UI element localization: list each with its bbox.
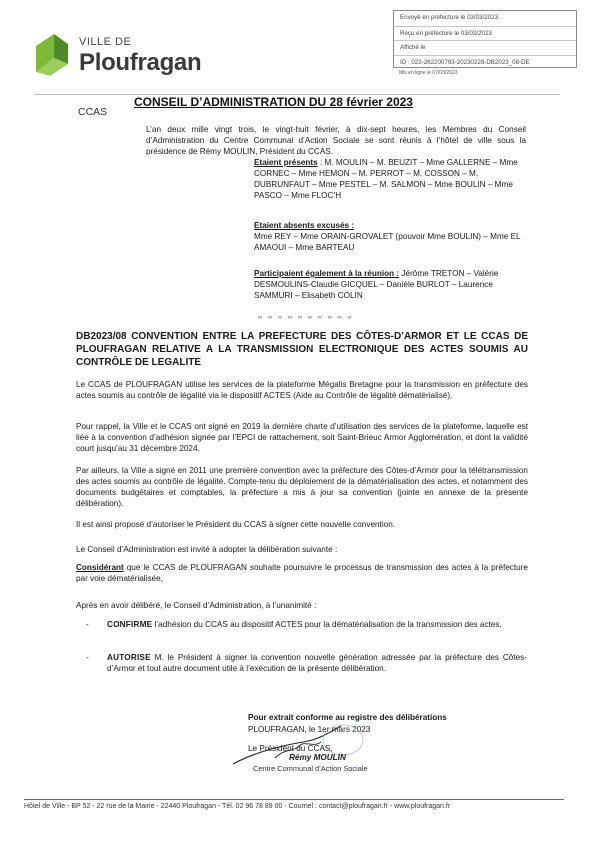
footer-divider [24, 799, 564, 800]
bullet-dash: - [86, 653, 89, 662]
excused-list: Mme REY – Mme ORAIN-GROVALET (pouvoir Mme BOULIN) – Mme EL AMAOUI – Mme BARTEAU [254, 232, 521, 252]
paragraph-1: Le CCAS de PLOUFRAGAN utilise les services de la plateforme Mégalis Bretagne pour la transmission en préfecture des actes soumis au contrôle de légalité via le dispositif ACTES (Aide au Contrôle de légalité dématérialisé). [76, 380, 528, 400]
bullet-text: M. le Président à signer la convention nouvelle génération adressée par la préfecture des Côtes-d’Armor et tout autre document utile à l’exécution de la présente délibération. [107, 653, 527, 673]
page-title: CONSEIL D’ADMINISTRATION DU 28 février 2023 [134, 95, 413, 109]
section-separator: ∞ ∞ ∞ ∞ ∞ ∞ ∞ ∞ ∞ ∞ [258, 315, 354, 321]
stamp-line-posted: Affiché le [394, 40, 576, 55]
bullet-verb: AUTORISE [107, 653, 151, 662]
considerant-paragraph [76, 563, 528, 585]
bullet-verb: CONFIRME [107, 620, 153, 629]
stamp-online-note: Mis en ligne le 07/03/2023 [399, 70, 458, 76]
logo-ville-text: VILLE DE [79, 36, 132, 48]
bullet-autorise [107, 653, 527, 675]
also-label: Participaient également à la réunion : [254, 269, 400, 278]
deliberation-heading: DB2023/08 CONVENTION ENTRE LA PREFECTURE DES CÔTES-D’ARMOR ET LE CCAS DE PLOUFRAGAN RELATIVE A LA TRANSMISSION ELECTRONIQUE DES ACTES SOUMIS AU CONTRÔLE DE LEGALITE [76, 331, 528, 368]
paragraph-3: Par ailleurs, la Ville a signé en 2011 une première convention avec la préfecture des Côtes-d’Armor pour la télétransmission des actes soumis au contrôle de légalité. Compte-tenu du déploiement de la dématérialisation des actes, et notamment des documents budgétaires et comptables, la préfecture a mis à jour sa convention (jointe en annexe de la présente délibération). [76, 466, 528, 508]
president-role: Le Président du CCAS, [248, 744, 333, 753]
present-members [254, 157, 529, 201]
bullet-dash: - [86, 620, 89, 629]
bullet-text: l’adhésion du CCAS au dispositif ACTES pour la dématérialisation de la transmission des actes, [152, 620, 502, 629]
page-footer: Hôtel de Ville - BP 52 - 22 rue de la Mairie - 22440 Ploufragan - Tél. 02 96 78 89 00 - Courriel : contact@ploufragan.fr - www.ploufragan.fr [24, 803, 451, 810]
handwritten-signature [225, 712, 375, 772]
extract-certification: Pour extrait conforme au registre des délibérations [248, 713, 447, 722]
place-date: PLOUFRAGAN, le 1er mars 2023 [248, 725, 371, 734]
stamp-line-sent: Envoyé en préfecture le 03/03/2023 [400, 14, 499, 21]
bullet-confirme [107, 620, 527, 631]
paragraph-6: Après en avoir délibéré, le Conseil d’Administration, à l’unanimité : [76, 601, 317, 610]
logo-mark-icon [34, 32, 72, 78]
present-list: : M. MOULIN – M. BEUZIT – Mme GALLERNE – Mme CORNEC – Mme HEMON – M. PERROT – M. COSSON – M. DUBRUNFAUT – Mme PESTEL – M. SALMON – Mme BOULIN – Mme PASCO – Mme FLOC’H [254, 158, 518, 200]
prefecture-stamp [393, 10, 577, 68]
stamp-line-received: Reçu en préfecture le 03/03/2023 [394, 26, 576, 41]
president-organisation: Centre Communal d’Action Sociale [253, 764, 368, 773]
considerant-text: que le CCAS de PLOUFRAGAN souhaite poursuivre le processus de transmission des actes à la préfecture par voie dématérialisée, [76, 563, 528, 583]
paragraph-4: Il est ainsi proposé d’autoriser le Président du CCAS à signer cette nouvelle convention. [76, 520, 396, 529]
stamp-line-id: ID : 022-262200793-20230228-DB2023_08-DE [394, 55, 576, 70]
excused-label: Etaient absents excusés : [254, 221, 355, 230]
considerant-label: Considérant [76, 563, 124, 572]
paragraph-2: Pour rappel, la Ville et le CCAS ont signé en 2019 la dernière charte d’utilisation des services de la plateforme, laquelle est liée à la convention d’adhésion signée par l’EPCI de rattachement, soit Saint-Brieuc Armor Agglomération, et dont la validité court jusqu’au 31 décembre 2024. [76, 422, 528, 453]
ccas-label: CCAS [78, 106, 108, 118]
president-name: Rémy MOULIN [289, 753, 346, 762]
paragraph-5: Le Conseil d’Administration est invité à adopter la délibération suivante : [76, 545, 338, 554]
also-present [254, 268, 529, 301]
logo-name-text: Ploufragan [79, 49, 202, 76]
excused-members [254, 220, 529, 253]
also-list: Jérôme TRETON – Valérie DESMOULINS-Claudie GICQUEL – Danièle BURLOT – Laurence SAMMURI – Elisabeth COLIN [254, 269, 499, 300]
ploufragan-logo [34, 30, 224, 82]
present-label: Etaient présents [254, 158, 318, 167]
intro-paragraph: L’an deux mille vingt trois, le vingt-huit février, à dix-sept heures, les Membres du Conseil d’Administration du Centre Communal d’Action Sociale se sont réunis à l’hôtel de ville sous la présidence de Rémy MOULIN, Président du CCAS. [146, 125, 526, 156]
